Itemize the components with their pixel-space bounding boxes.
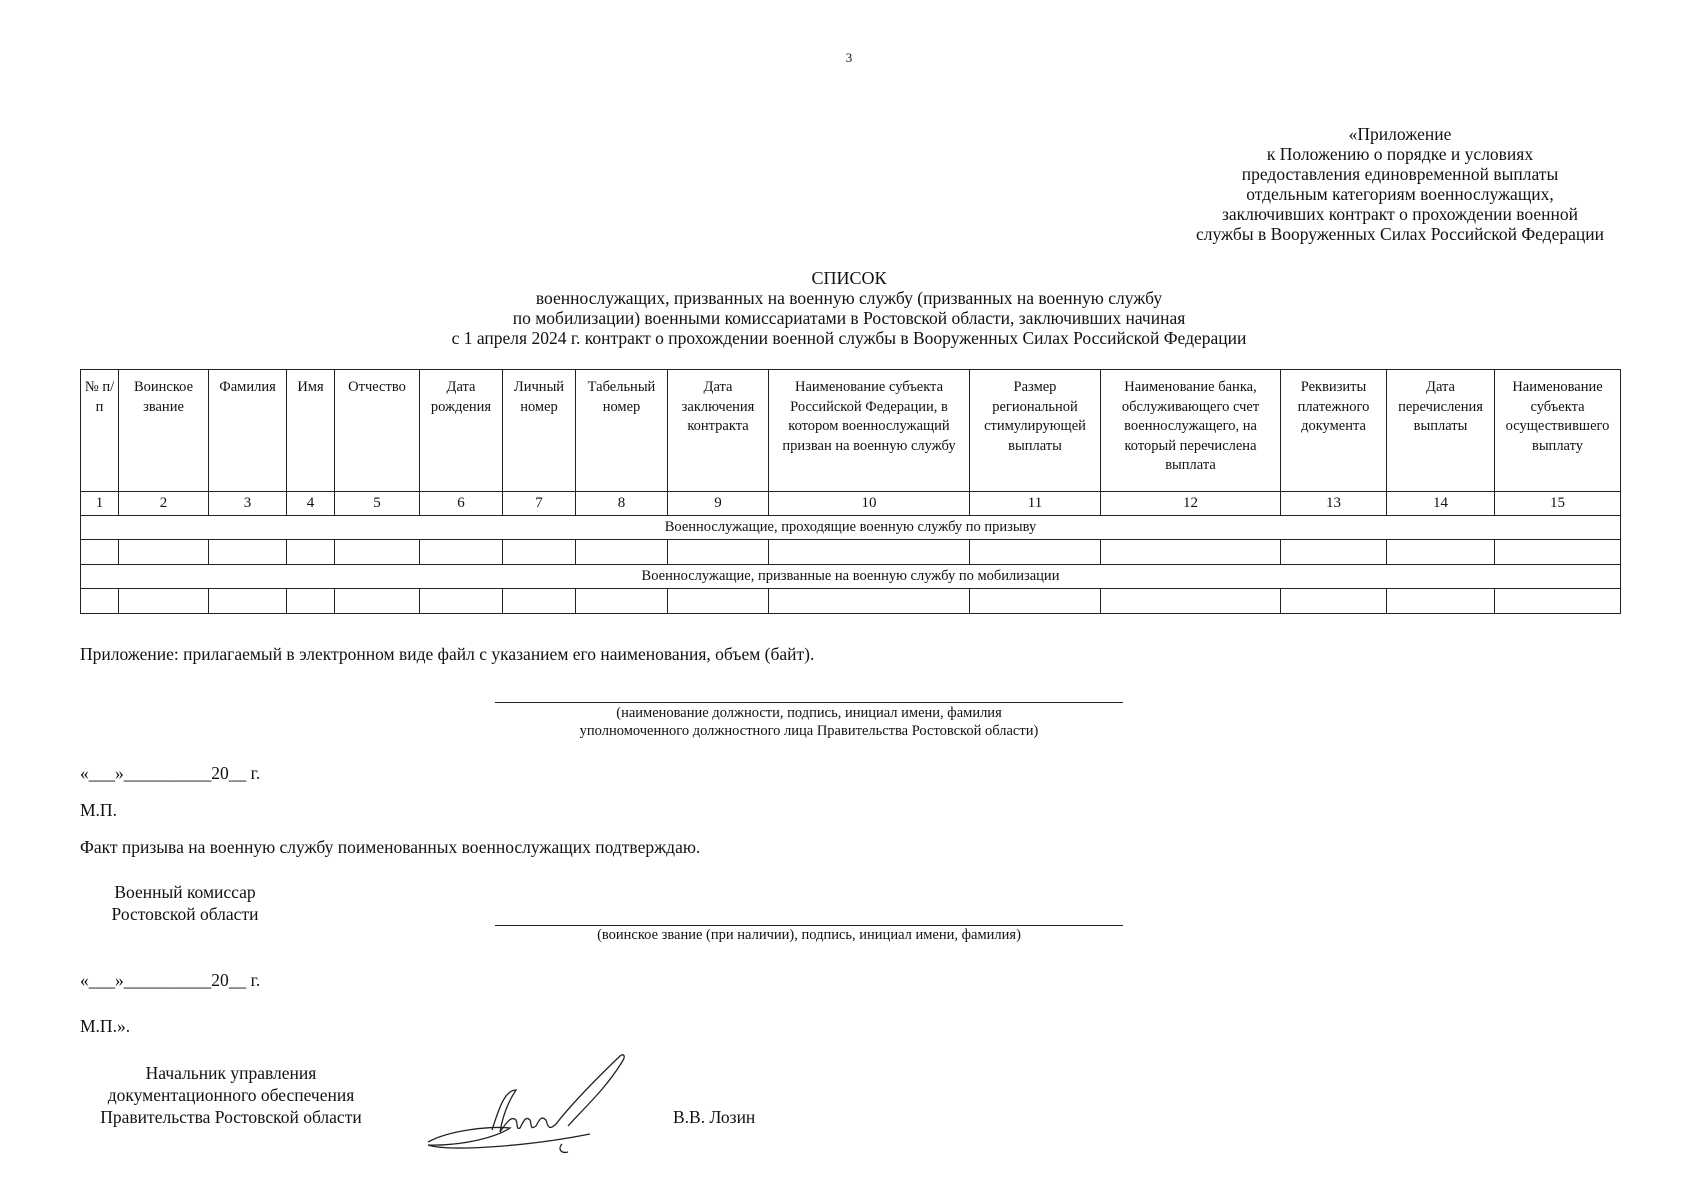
- section-row-mobilized: [81, 565, 1621, 589]
- table-cell: [1495, 589, 1621, 614]
- title-line: военнослужащих, призванных на военную службу (призванных на военную службу: [535, 288, 1163, 308]
- table-cell: [119, 540, 209, 565]
- table-cell: [119, 589, 209, 614]
- commissar-line: Ростовской области: [111, 904, 259, 924]
- appendix-header: [1140, 124, 1660, 244]
- column-number: 9: [668, 492, 769, 516]
- commissar-title: [80, 881, 290, 925]
- table-cell: [420, 589, 503, 614]
- column-number: 14: [1387, 492, 1495, 516]
- col-header-birth-date: Дата рождения: [420, 370, 503, 492]
- section-label: Военнослужащие, призванные на военную службу по мобилизации: [81, 565, 1621, 589]
- col-header-surname: Фамилия: [209, 370, 287, 492]
- signature-caption-official: [495, 704, 1123, 740]
- table-cell: [668, 589, 769, 614]
- table-cell: [576, 589, 668, 614]
- table-cell: [503, 589, 576, 614]
- col-header-payment-amount: Размер региональной стимулирующей выплаты: [970, 370, 1101, 492]
- table-cell: [1281, 540, 1387, 565]
- table-cell: [81, 589, 119, 614]
- table-cell: [209, 589, 287, 614]
- table-cell: [81, 540, 119, 565]
- table-cell: [1101, 540, 1281, 565]
- table-cell: [287, 589, 335, 614]
- table-row: [81, 540, 1621, 565]
- servicemen-table: [80, 369, 1621, 614]
- appendix-line: «Приложение: [1348, 124, 1452, 144]
- table-cell: [769, 540, 970, 565]
- title-line: с 1 апреля 2024 г. контракт о прохождении военной службы в Вооруженных Силах Российской Федерации: [451, 328, 1247, 348]
- col-header-name: Имя: [287, 370, 335, 492]
- column-number: 6: [420, 492, 503, 516]
- appendix-line: отдельным категориям военнослужащих,: [1246, 184, 1554, 204]
- table-cell: [970, 589, 1101, 614]
- chief-title-line: Начальник управления: [145, 1063, 317, 1083]
- stamp-place-label: М.П.».: [80, 1016, 131, 1036]
- col-header-payment-doc: Реквизиты платежного документа: [1281, 370, 1387, 492]
- stamp-place-label: М.П.: [80, 800, 117, 820]
- confirmation-text: Факт призыва на военную службу поименованных военнослужащих подтверждаю.: [80, 837, 701, 857]
- signature-line-commissar: [495, 925, 1123, 926]
- column-number: 15: [1495, 492, 1621, 516]
- table-cell: [503, 540, 576, 565]
- commissar-line: Военный комиссар: [114, 882, 256, 902]
- chief-title-line: документационного обеспечения: [107, 1085, 355, 1105]
- col-header-patronymic: Отчество: [335, 370, 420, 492]
- column-number: 5: [335, 492, 420, 516]
- col-header-bank: Наименование банка, обслуживающего счет военнослужащего, на который перечислена выплата: [1101, 370, 1281, 492]
- col-header-payer: Наименование субъекта осуществившего выплату: [1495, 370, 1621, 492]
- caption-line: (наименование должности, подпись, инициал имени, фамилия: [616, 705, 1002, 721]
- signature-caption-commissar: (воинское звание (при наличии), подпись, инициал имени, фамилия): [597, 927, 1021, 943]
- header-row: [81, 370, 1621, 492]
- col-header-personal-number: Личный номер: [503, 370, 576, 492]
- chief-title-line: Правительства Ростовской области: [100, 1107, 362, 1127]
- col-header-rank: Воинское звание: [119, 370, 209, 492]
- column-number: 1: [81, 492, 119, 516]
- table-cell: [769, 589, 970, 614]
- table-cell: [1495, 540, 1621, 565]
- column-number: 4: [287, 492, 335, 516]
- table-cell: [209, 540, 287, 565]
- section-label: Военнослужащие, проходящие военную службу по призыву: [81, 516, 1621, 540]
- date-line: «___»__________20__ г.: [80, 763, 261, 783]
- attachment-note: Приложение: прилагаемый в электронном виде файл с указанием его наименования, объем (байт).: [80, 644, 815, 664]
- col-header-region: Наименование субъекта Российской Федерации, в котором военнослужащий призван на военную службу: [769, 370, 970, 492]
- document-title: [300, 268, 1398, 348]
- table-cell: [668, 540, 769, 565]
- table-row: [81, 589, 1621, 614]
- chief-name: В.В. Лозин: [673, 1107, 756, 1127]
- column-number: 7: [503, 492, 576, 516]
- appendix-line: к Положению о порядке и условиях: [1266, 144, 1534, 164]
- table-cell: [1387, 589, 1495, 614]
- col-header-contract-date: Дата заключения контракта: [668, 370, 769, 492]
- column-number: 10: [769, 492, 970, 516]
- col-header-transfer-date: Дата перечисления выплаты: [1387, 370, 1495, 492]
- column-number: 3: [209, 492, 287, 516]
- section-row-conscripts: [81, 516, 1621, 540]
- column-number-row: [81, 492, 1621, 516]
- appendix-line: предоставления единовременной выплаты: [1241, 164, 1559, 184]
- col-header-tab-number: Табельный номер: [576, 370, 668, 492]
- title-line: по мобилизации) военными комиссариатами в Ростовской области, заключивших начиная: [512, 308, 1186, 328]
- column-number: 2: [119, 492, 209, 516]
- handwritten-signature: [420, 1050, 660, 1160]
- chief-title: [80, 1062, 382, 1128]
- page-number: 3: [845, 50, 853, 65]
- table-cell: [1387, 540, 1495, 565]
- date-line: «___»__________20__ г.: [80, 970, 261, 990]
- column-number: 13: [1281, 492, 1387, 516]
- appendix-line: заключивших контракт о прохождении военной: [1221, 204, 1579, 224]
- table-cell: [335, 589, 420, 614]
- caption-line: уполномоченного должностного лица Правительства Ростовской области): [579, 723, 1039, 739]
- table-cell: [1281, 589, 1387, 614]
- table-cell: [576, 540, 668, 565]
- column-number: 11: [970, 492, 1101, 516]
- table-cell: [420, 540, 503, 565]
- column-number: 12: [1101, 492, 1281, 516]
- table-cell: [335, 540, 420, 565]
- table-cell: [1101, 589, 1281, 614]
- col-header-number: № п/п: [81, 370, 119, 492]
- title-heading: СПИСОК: [811, 268, 887, 288]
- column-number: 8: [576, 492, 668, 516]
- signature-line-official: [495, 702, 1123, 703]
- table-cell: [287, 540, 335, 565]
- table-cell: [970, 540, 1101, 565]
- appendix-line: службы в Вооруженных Силах Российской Федерации: [1196, 224, 1604, 244]
